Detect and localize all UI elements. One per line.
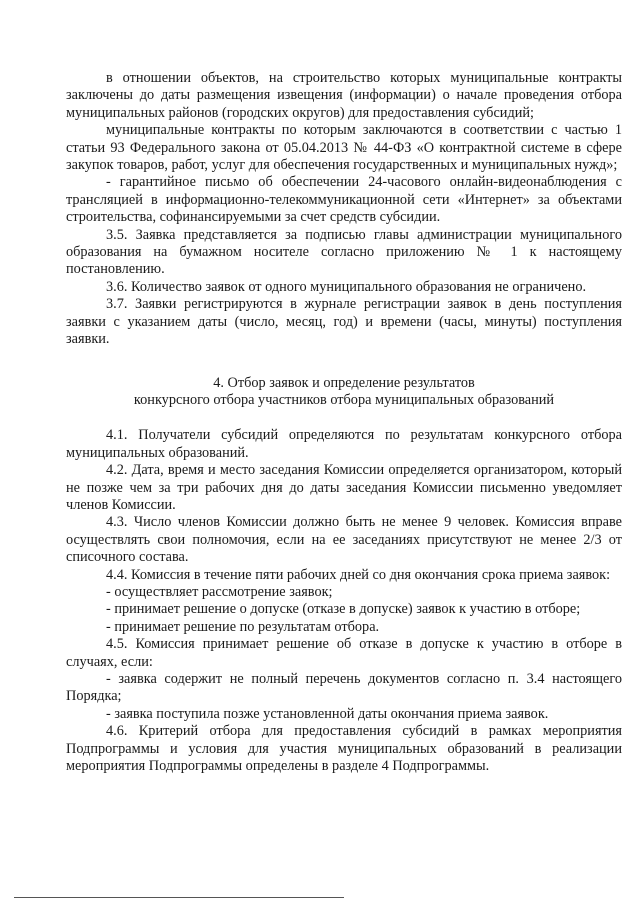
paragraph-4-4: 4.4. Комиссия в течение пяти рабочих дней со дня окончания срока приема заявок: [106, 566, 611, 583]
paragraph-4-3: 4.3. Число членов Комиссии должно быть не менее 9 человек. Комиссия вправе осуществлять свои полномочия, если на ее заседаниях присутствуют не менее 2/3 от списочного состава. [66, 514, 622, 566]
document-page [66, 70, 622, 775]
list-item-admission-decision: - принимает решение о допуске (отказе в допуске) заявок к участию в отборе; [106, 601, 581, 618]
paragraph-municipal-contracts: муниципальные контракты по которым заключаются в соответствии с частью 1 статьи 93 Федерального закона от 05.04.2013 № 44-ФЗ «О контрактной системе в сфере закупок товаров, работ, услуг для обеспечения государственных и муниципальных нужд»; [66, 122, 622, 174]
top-paragraphs [66, 70, 622, 349]
section-heading-line-2: конкурсного отбора участников отбора муниципальных образований [133, 391, 555, 408]
list-item-incomplete-docs: - заявка содержит не полный перечень документов согласно п. 3.4 настоящего Порядка; [66, 671, 622, 705]
paragraph-3-6: 3.6. Количество заявок от одного муниципального образования не ограничено. [106, 278, 587, 295]
paragraph-objects-contracts: в отношении объектов, на строительство которых муниципальные контракты заключены до даты размещения извещения (информации) о начале проведения отбора муниципальных районов (городских округов) для предоставления субсидий; [66, 70, 622, 121]
paragraph-4-6: 4.6. Критерий отбора для предоставления субсидий в рамках мероприятия Подпрограммы и условия для участия муниципальных образований в реализации мероприятия Подпрограммы определены в разделе 4 Подпрограммы. [66, 723, 622, 775]
paragraph-4-1: 4.1. Получатели субсидий определяются по результатам конкурсного отбора муниципальных образований. [66, 427, 622, 461]
list-item-review: - осуществляет рассмотрение заявок; [106, 583, 333, 600]
section-heading-line-1: 4. Отбор заявок и определение результатов [213, 374, 475, 391]
section-heading [66, 375, 622, 410]
footer-rule [14, 897, 344, 898]
paragraph-3-5: 3.5. Заявка представляется за подписью главы администрации муниципального образования на бумажном носителе согласно приложению № 1 к настоящему постановлению. [66, 226, 622, 278]
paragraph-3-7: 3.7. Заявки регистрируются в журнале регистрации заявок в день поступления заявки с указанием даты (число, месяц, год) и времени (часы, минуты) поступления заявки. [66, 296, 622, 348]
paragraph-4-2: 4.2. Дата, время и место заседания Комиссии определяется организатором, который не позже чем за три рабочих дня до даты заседания Комиссии письменно уведомляет членов Комиссии. [66, 462, 622, 513]
list-item-results-decision: - принимает решение по результатам отбора. [106, 618, 380, 635]
bottom-paragraphs [66, 427, 622, 775]
list-item-late-application: - заявка поступила позже установленной даты окончания приема заявок. [106, 705, 549, 722]
paragraph-4-5: 4.5. Комиссия принимает решение об отказе в допуске к участию в отборе в случаях, если: [66, 636, 622, 670]
paragraph-guarantee-letter: - гарантийное письмо об обеспечении 24-часового онлайн-видеонаблюдения с трансляцией в информационно-телекоммуникационной сети «Интернет» за объектами строительства, софинансируемыми за счет средств субсидии. [66, 174, 622, 226]
